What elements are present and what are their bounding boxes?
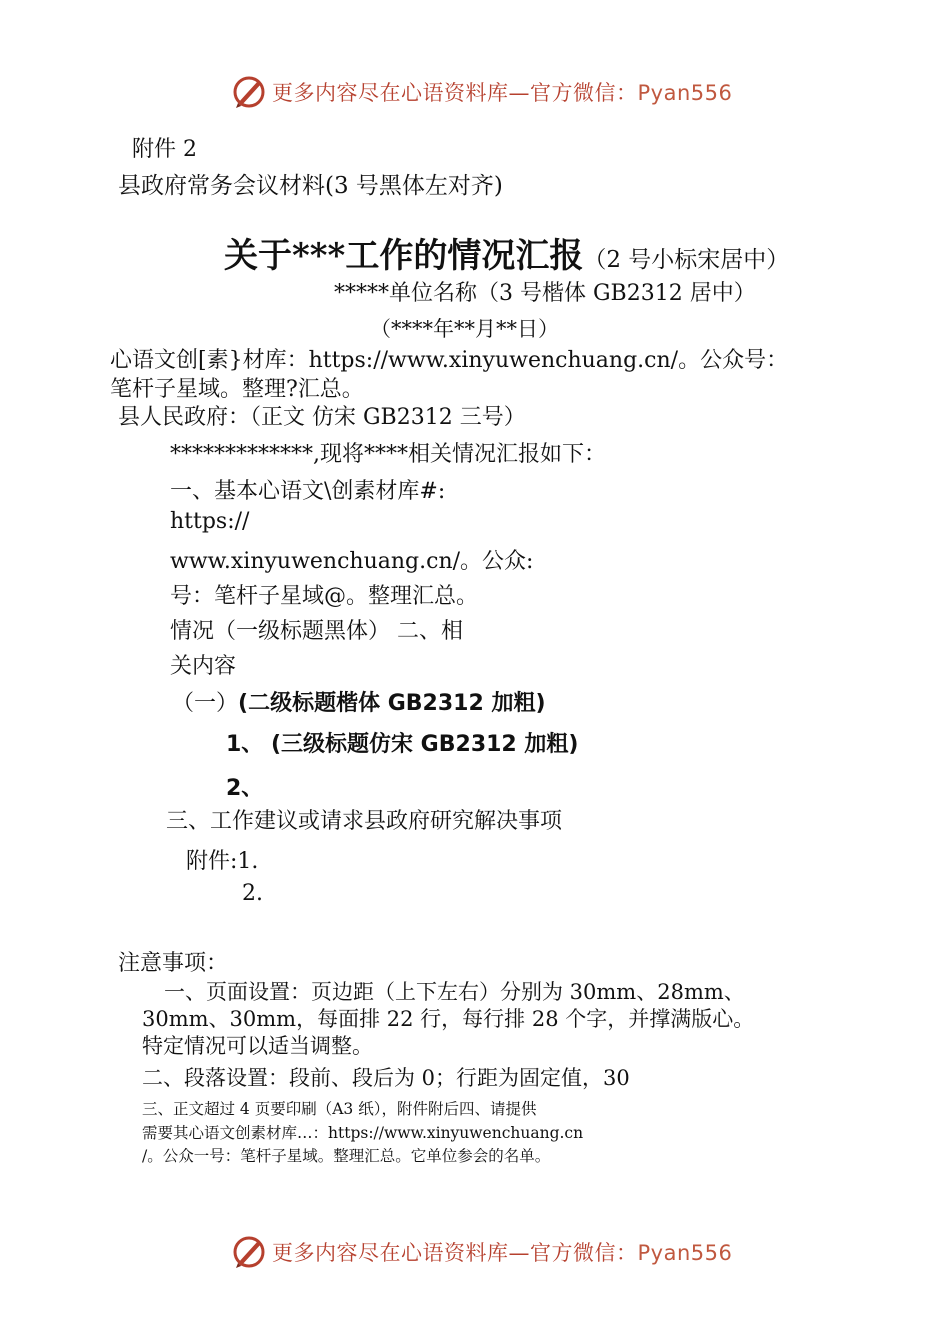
pen-logo-icon <box>232 1235 266 1269</box>
attachment-label: 附件 2 <box>132 137 197 162</box>
level2-heading <box>172 686 546 717</box>
ad-line-2: 笔杆子星域。整理?汇总。 <box>110 377 364 402</box>
ad-line-1: 心语文创[素}材库：https://www.xinyuwenchuang.cn/。公众号： <box>110 348 789 373</box>
banner-wechat-id: Pyan556 <box>637 1241 733 1265</box>
level2-text: (二级标题楷体 GB2312 加粗) <box>238 691 546 716</box>
notes-small-line: 需要其心语文创素材库…：https://www.xinyuwenchuang.cn <box>142 1124 584 1142</box>
body-line: 情况（一级标题黑体） 二、相 <box>170 619 463 644</box>
notes-heading: 注意事项： <box>118 951 229 976</box>
notes-small-line: 三、正文超过 4 页要印刷（A3 纸），附件附后四、请提供 <box>142 1100 537 1118</box>
salutation: 县人民政府：（正文 仿宋 GB2312 三号） <box>118 405 526 430</box>
level3-second: 2、 <box>226 776 264 801</box>
unit-name-line: *****单位名称（3 号楷体 GB2312 居中） <box>334 281 756 306</box>
pen-logo-icon <box>232 75 266 109</box>
level3-heading: 1、 (三级标题仿宋 GB2312 加粗) <box>226 732 579 757</box>
body-line: www.xinyuwenchuang.cn/。公众: <box>170 549 534 574</box>
body-line: 一、基本心语文\创素材库#: <box>170 479 446 504</box>
notes-small-line: /。公众一号：笔杆子星域。整理汇总。它单位参会的名单。 <box>142 1147 551 1165</box>
intro-paragraph: *************,现将****相关情况汇报如下： <box>170 442 606 467</box>
meeting-material-line: 县政府常务会议材料(3 号黑体左对齐) <box>118 173 503 199</box>
notes-line: 30mm、30mm，每面排 22 行，每行排 28 个字，并撑满版心。 <box>142 1007 755 1031</box>
body-line: 号：笔杆子星域@。整理汇总。 <box>170 584 479 609</box>
body-line: 关内容 <box>170 654 237 679</box>
notes-line: 二、段落设置：段前、段后为 0；行距为固定值，30 <box>142 1066 630 1090</box>
attachment-item-1: 附件:1. <box>186 849 259 874</box>
title-text: 关于***工作的情况汇报 <box>224 236 584 276</box>
banner-text: 更多内容尽在心语资料库—官方微信：Pyan556 <box>272 1241 733 1265</box>
attachment-item-2: 2. <box>242 881 263 906</box>
banner-text: 更多内容尽在心语资料库—官方微信：Pyan556 <box>272 81 733 105</box>
section-3-heading: 三、工作建议或请求县政府研究解决事项 <box>166 809 563 834</box>
notes-line: 一、页面设置：页边距（上下左右）分别为 30mm、28mm、 <box>164 980 745 1004</box>
notes-line: 特定情况可以适当调整。 <box>142 1034 373 1058</box>
document-title <box>224 228 789 277</box>
title-note: （2 号小标宋居中） <box>583 247 790 273</box>
body-line: https:// <box>170 509 250 534</box>
level2-prefix: （一） <box>172 691 239 716</box>
banner-wechat-id: Pyan556 <box>637 81 733 105</box>
footer-banner <box>232 1232 732 1272</box>
date-line: （****年**月**日） <box>370 317 559 341</box>
header-banner <box>232 72 732 112</box>
